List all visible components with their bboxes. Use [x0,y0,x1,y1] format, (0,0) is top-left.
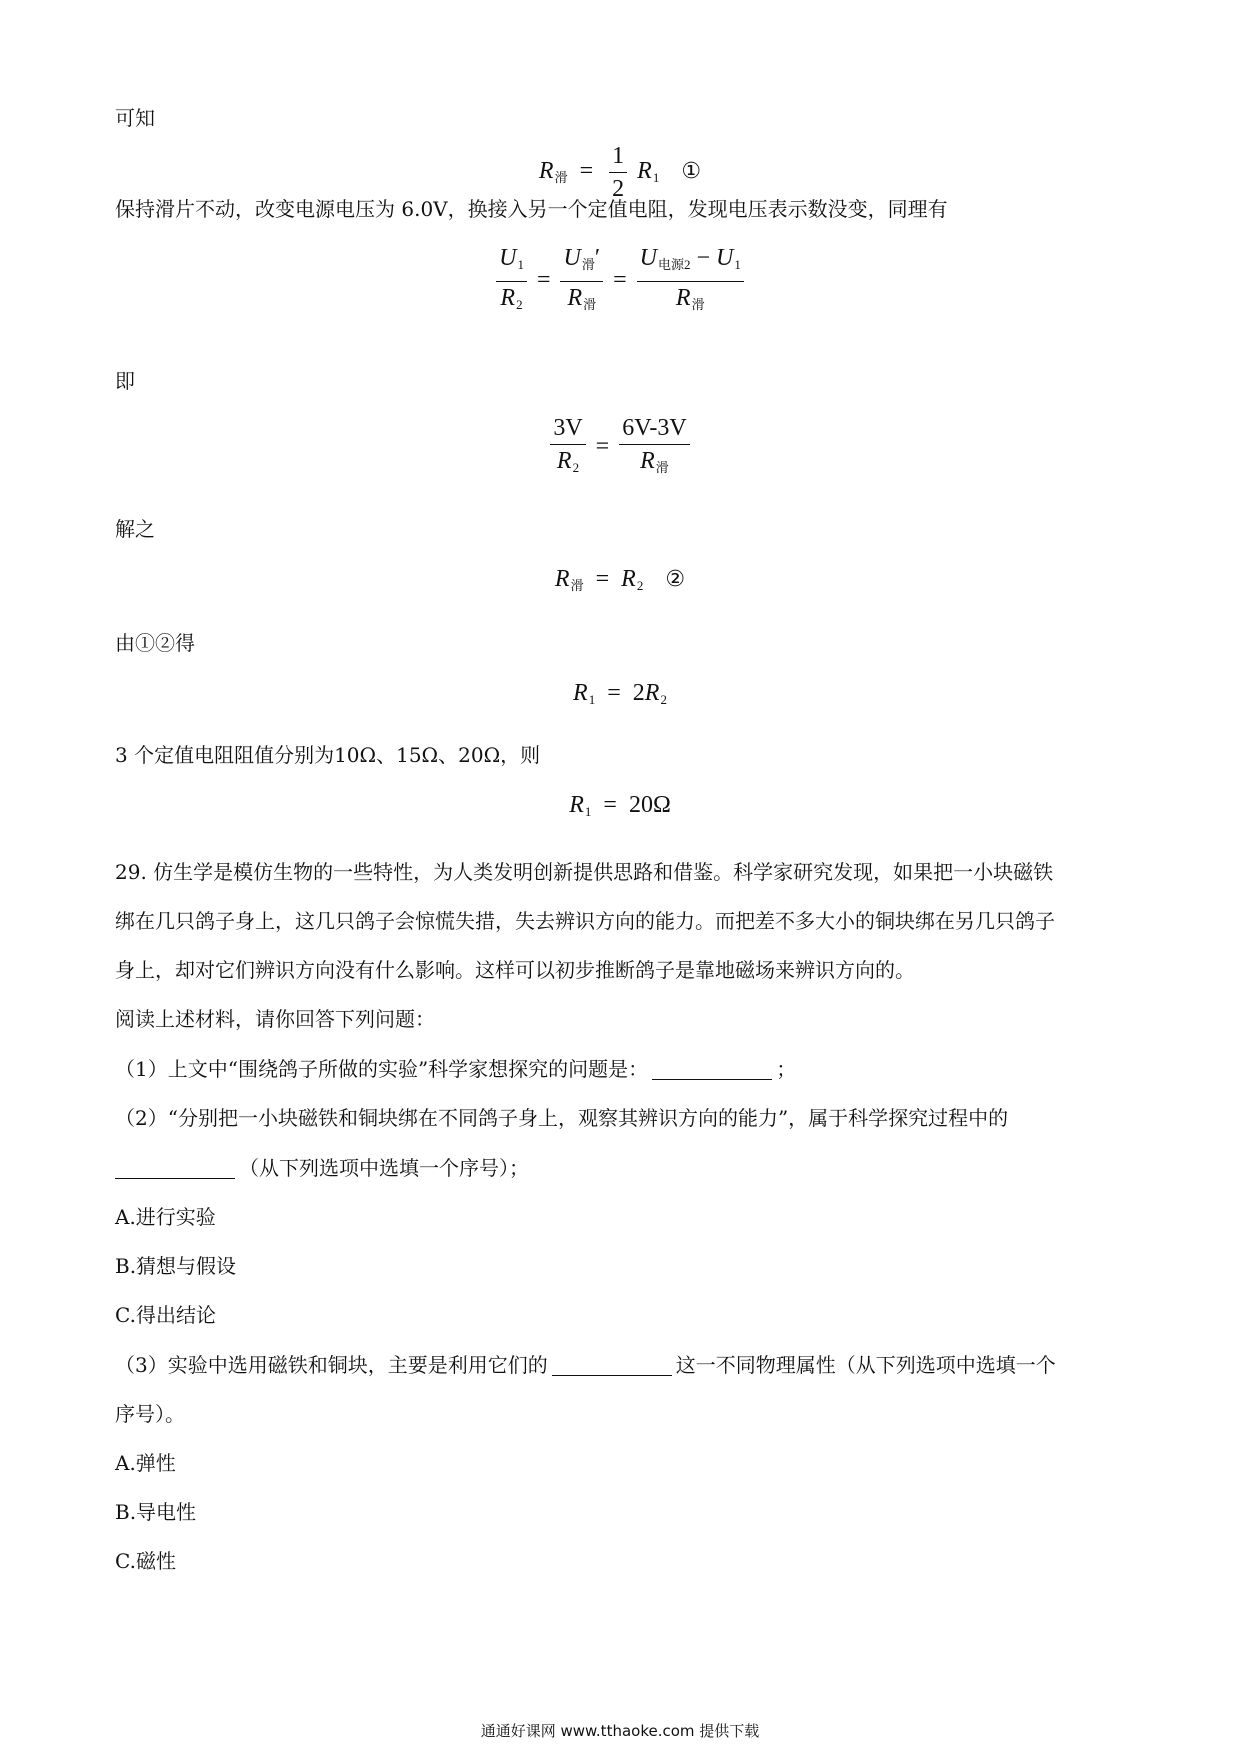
sub-1: 1 [588,692,596,707]
numerator [496,244,527,282]
var-R: R [637,158,652,185]
sub-2: 2 [636,578,644,593]
denominator [637,445,672,482]
minus: − [696,245,711,271]
var-R: R [675,285,691,311]
var-R: R [644,680,660,706]
equation-r1-20 [0,792,1240,820]
subquestion-2-line-2 [115,1153,529,1183]
text-line: 由①②得 [115,631,195,655]
var-U: U [499,245,517,271]
sub-hua: 滑 [655,460,669,475]
fraction [550,414,585,482]
var-U: U [639,245,657,271]
subquestion-3-text: （3）实验中选用磁铁和铜块，主要是利用它们的 [115,1353,548,1377]
sub-dianyuan2: 电源2 [657,257,691,272]
fraction [560,244,603,319]
option-a: A.弹性 [115,1451,176,1475]
denominator [564,282,599,319]
equals: = [607,680,621,706]
denominator [554,445,582,482]
page-footer: 通通好课网 www.tthaoke.com 提供下载 [480,1722,760,1740]
equation-2 [0,566,1240,594]
text-line: 保持滑片不动，改变电源电压为 6.0V，换接入另一个定值电阻，发现电压表示数没变，同理有 [115,197,948,221]
option-b: B.猜想与假设 [115,1254,237,1278]
equals: = [613,267,627,294]
sub-1: 1 [652,170,660,186]
text-line: 可知 [115,106,155,130]
equation-values [0,414,1240,482]
var-R: R [554,566,570,592]
var-U: U [716,245,734,271]
question-29-line-3: 身上，却对它们辨识方向没有什么影响。这样可以初步推断鸽子是靠地磁场来辨识方向的。 [115,958,915,982]
subquestion-3-end: 这一不同物理属性（从下列选项中选填一个 [675,1353,1056,1377]
var-R: R [569,792,584,818]
subquestion-3-line-2: 序号）。 [115,1402,185,1426]
equation-r1-2r2 [0,680,1240,708]
fraction [496,244,527,319]
subquestion-1-text: （1）上文中“围绕鸽子所做的实验”科学家想探究的问题是： [115,1057,649,1081]
sub-hua: 滑 [581,257,595,272]
fraction [637,244,744,319]
equals: = [536,267,551,294]
equals: = [595,566,610,592]
circled-2: ② [665,567,686,592]
numerator: 1 [609,142,627,173]
denominator: 2 [612,176,625,202]
prime: ′ [594,245,601,271]
sub-1: 1 [584,804,592,819]
numerator: 3V [550,414,585,445]
equals: = [595,433,610,460]
numerator [560,244,603,282]
var-R: R [567,285,583,311]
sub-hua: 滑 [691,297,705,312]
question-29-line-2: 绑在几只鸽子身上，这几只鸽子会惊慌失措，失去辨识方向的能力。而把差不多大小的铜块绑在另几只鸽子 [115,909,1055,933]
subquestion-1 [115,1054,796,1084]
fraction [619,414,689,482]
text-line: 解之 [115,517,155,541]
answer-blank-1[interactable] [652,1059,772,1080]
sub-2: 2 [572,460,580,475]
subquestion-3-line-1 [115,1350,1056,1380]
question-29-line-1: 29. 仿生学是模仿生物的一些特性，为人类发明创新提供思路和借鉴。科学家研究发现，如果把一小块磁铁 [115,860,1054,884]
var-R: R [621,566,636,592]
var-R: R [640,448,655,474]
var-R: R [556,448,572,474]
option-a: A.进行实验 [115,1205,216,1229]
option-b: B.导电性 [115,1500,197,1524]
sub-2: 2 [660,692,667,707]
sub-hua: 滑 [554,170,568,186]
sub-hua: 滑 [583,297,597,312]
numerator: 6V-3V [619,414,689,445]
coefficient: 2 [632,680,645,706]
var-R: R [538,158,554,185]
sub-hua: 滑 [570,578,584,593]
var-R: R [573,680,588,706]
var-R: R [500,285,516,311]
subquestion-2-line-1: （2）“分别把一小块磁铁和铜块绑在不同鸽子身上，观察其辨识方向的能力”，属于科学探究过程中的 [115,1106,1009,1130]
equation-ratio [0,244,1240,319]
sub-1: 1 [517,257,524,272]
equals: = [603,792,617,818]
equals: = [579,158,594,185]
text-line: 即 [115,369,135,393]
subquestion-2-end: （从下列选项中选填一个序号）； [239,1156,529,1180]
sub-2: 2 [516,297,523,312]
sub-1: 1 [734,257,741,272]
subquestion-1-end: ； [776,1057,797,1081]
denominator [673,282,708,319]
answer-blank-2[interactable] [115,1158,235,1179]
denominator [497,282,525,319]
value: 20Ω [628,792,671,818]
text-line: 3 个定值电阻阻值分别为10Ω、15Ω、20Ω，则 [115,743,541,767]
answer-blank-3[interactable] [552,1355,672,1376]
numerator [637,244,744,282]
circled-1: ① [681,159,702,185]
instruction: 阅读上述材料，请你回答下列问题： [115,1007,435,1031]
option-c: C.磁性 [115,1549,176,1573]
option-c: C.得出结论 [115,1303,216,1327]
var-U: U [563,245,581,271]
